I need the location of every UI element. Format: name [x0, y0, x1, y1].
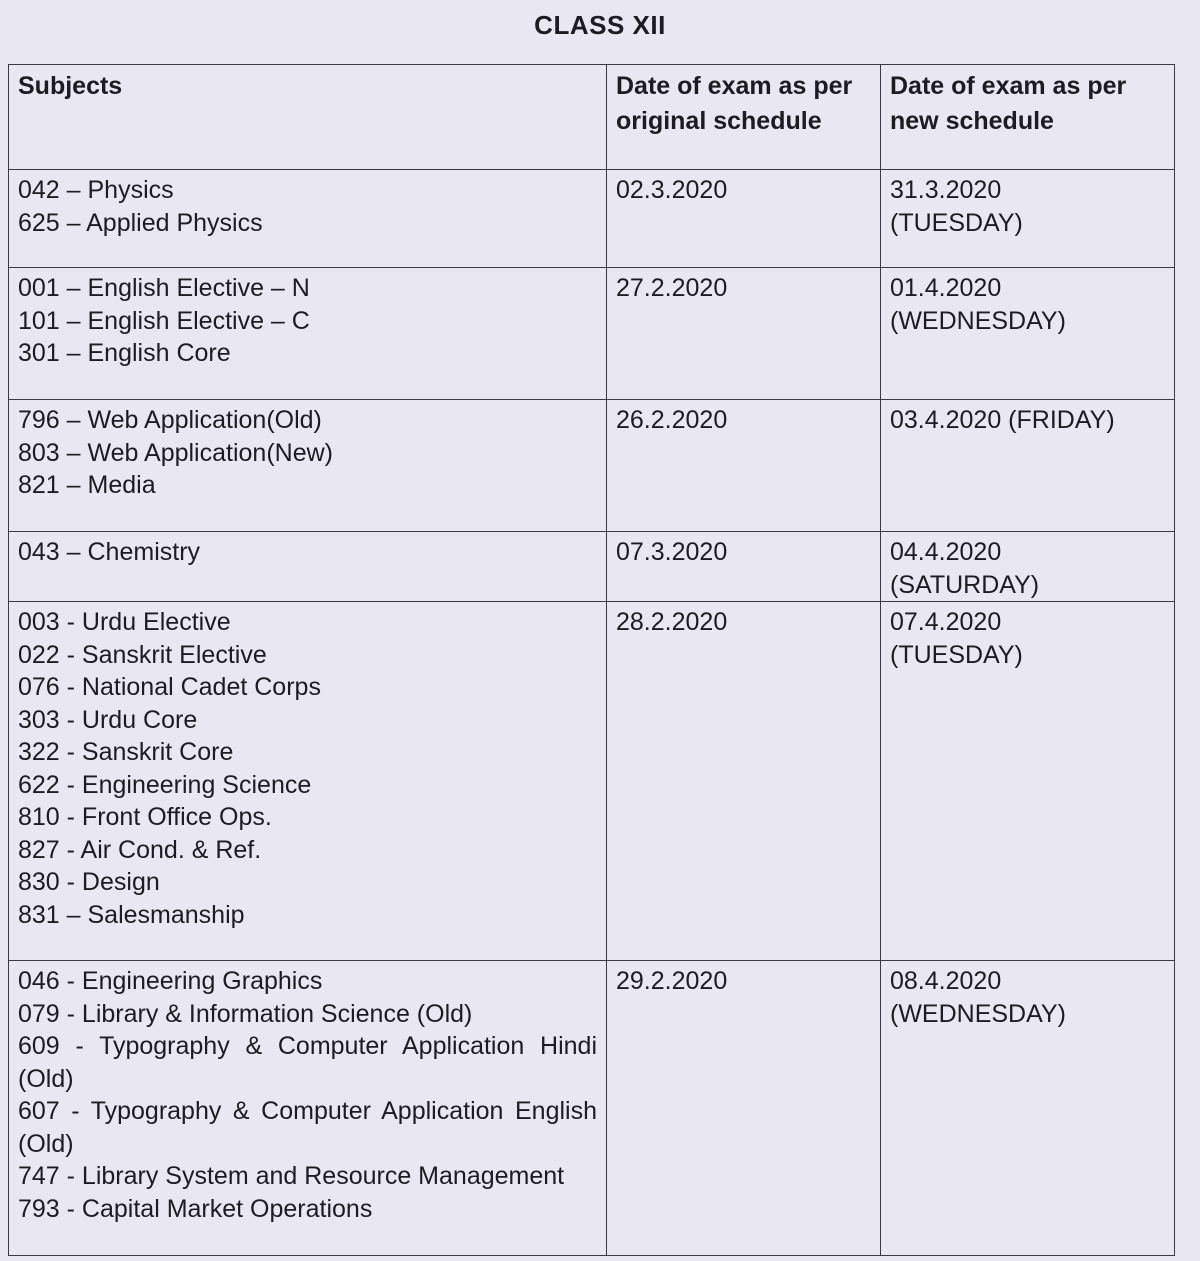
subject-item: 322 - Sanskrit Core: [18, 738, 234, 766]
original-date-cell: 28.2.2020: [607, 602, 881, 961]
new-date-cell: [881, 532, 1175, 602]
new-date: 07.4.2020: [890, 608, 1002, 636]
new-day: (FRIDAY): [1008, 406, 1115, 434]
subject-item: 796 – Web Application(Old): [18, 406, 322, 434]
subject-item: 803 – Web Application(New): [18, 438, 333, 467]
subject-item: 625 – Applied Physics: [18, 208, 263, 237]
table-row: [9, 400, 1175, 532]
new-date: 31.3.2020: [890, 176, 1002, 204]
new-day: (TUESDAY): [890, 208, 1023, 237]
subjects-cell: [9, 532, 607, 602]
subjects-cell: [9, 400, 607, 532]
subject-item: 830 - Design: [18, 868, 160, 896]
new-date-cell: [881, 170, 1175, 268]
subject-item: 022 - Sanskrit Elective: [18, 640, 267, 669]
subjects-cell: [9, 602, 607, 961]
subject-item: 821 – Media: [18, 471, 156, 499]
exam-schedule-table: [8, 64, 1175, 1256]
subject-item: 301 – English Core: [18, 339, 231, 367]
new-date: 08.4.2020: [890, 967, 1002, 995]
new-day: (SATURDAY): [890, 570, 1040, 599]
subject-item: 622 - Engineering Science: [18, 770, 312, 799]
subject-item: 043 – Chemistry: [18, 538, 201, 566]
table-row: [9, 961, 1175, 1256]
new-date-cell: [881, 268, 1175, 400]
subject-item: 303 - Urdu Core: [18, 705, 198, 734]
subject-item: 793 - Capital Market Operations: [18, 1194, 373, 1223]
original-date-cell: 02.3.2020: [607, 170, 881, 268]
subject-item: 609 - Typography & Computer Application Hindi (Old): [18, 1032, 597, 1093]
subject-item: 810 - Front Office Ops.: [18, 803, 272, 831]
subjects-cell: [9, 961, 607, 1256]
subjects-cell: [9, 170, 607, 268]
header-subjects: Subjects: [9, 65, 607, 170]
page-title: CLASS XII: [534, 10, 666, 40]
table-header-row: [9, 65, 1175, 170]
subject-item: 607 - Typography & Computer Application English (Old): [18, 1097, 597, 1158]
table-row: [9, 532, 1175, 602]
subject-item: 046 - Engineering Graphics: [18, 967, 323, 995]
subject-item: 001 – English Elective – N: [18, 274, 310, 302]
original-date-cell: 27.2.2020: [607, 268, 881, 400]
subject-item: 003 - Urdu Elective: [18, 608, 231, 636]
subject-item: 076 - National Cadet Corps: [18, 673, 321, 701]
new-date-cell: [881, 961, 1175, 1256]
new-date-cell: [881, 602, 1175, 961]
header-original-date: Date of exam as per original schedule: [607, 65, 881, 170]
subject-item: 747 - Library System and Resource Management: [18, 1162, 565, 1190]
table-row: [9, 170, 1175, 268]
original-date-cell: 26.2.2020: [607, 400, 881, 532]
subjects-cell: [9, 268, 607, 400]
table-row: [9, 602, 1175, 961]
subject-item: 827 - Air Cond. & Ref.: [18, 835, 262, 864]
header-new-date: Date of exam as per new schedule: [881, 65, 1175, 170]
new-date: 01.4.2020: [890, 274, 1002, 302]
new-day: (TUESDAY): [890, 640, 1023, 669]
table-row: [9, 268, 1175, 400]
new-day: (WEDNESDAY): [890, 999, 1066, 1028]
new-day: (WEDNESDAY): [890, 306, 1066, 335]
new-date: 04.4.2020: [890, 538, 1002, 566]
subject-item: 079 - Library & Information Science (Old): [18, 999, 473, 1028]
subject-item: 831 – Salesmanship: [18, 900, 245, 929]
new-date: 03.4.2020: [890, 406, 1002, 434]
original-date-cell: 29.2.2020: [607, 961, 881, 1256]
subject-item: 042 – Physics: [18, 176, 174, 204]
new-date-cell: [881, 400, 1175, 532]
original-date-cell: 07.3.2020: [607, 532, 881, 602]
subject-item: 101 – English Elective – C: [18, 306, 310, 335]
